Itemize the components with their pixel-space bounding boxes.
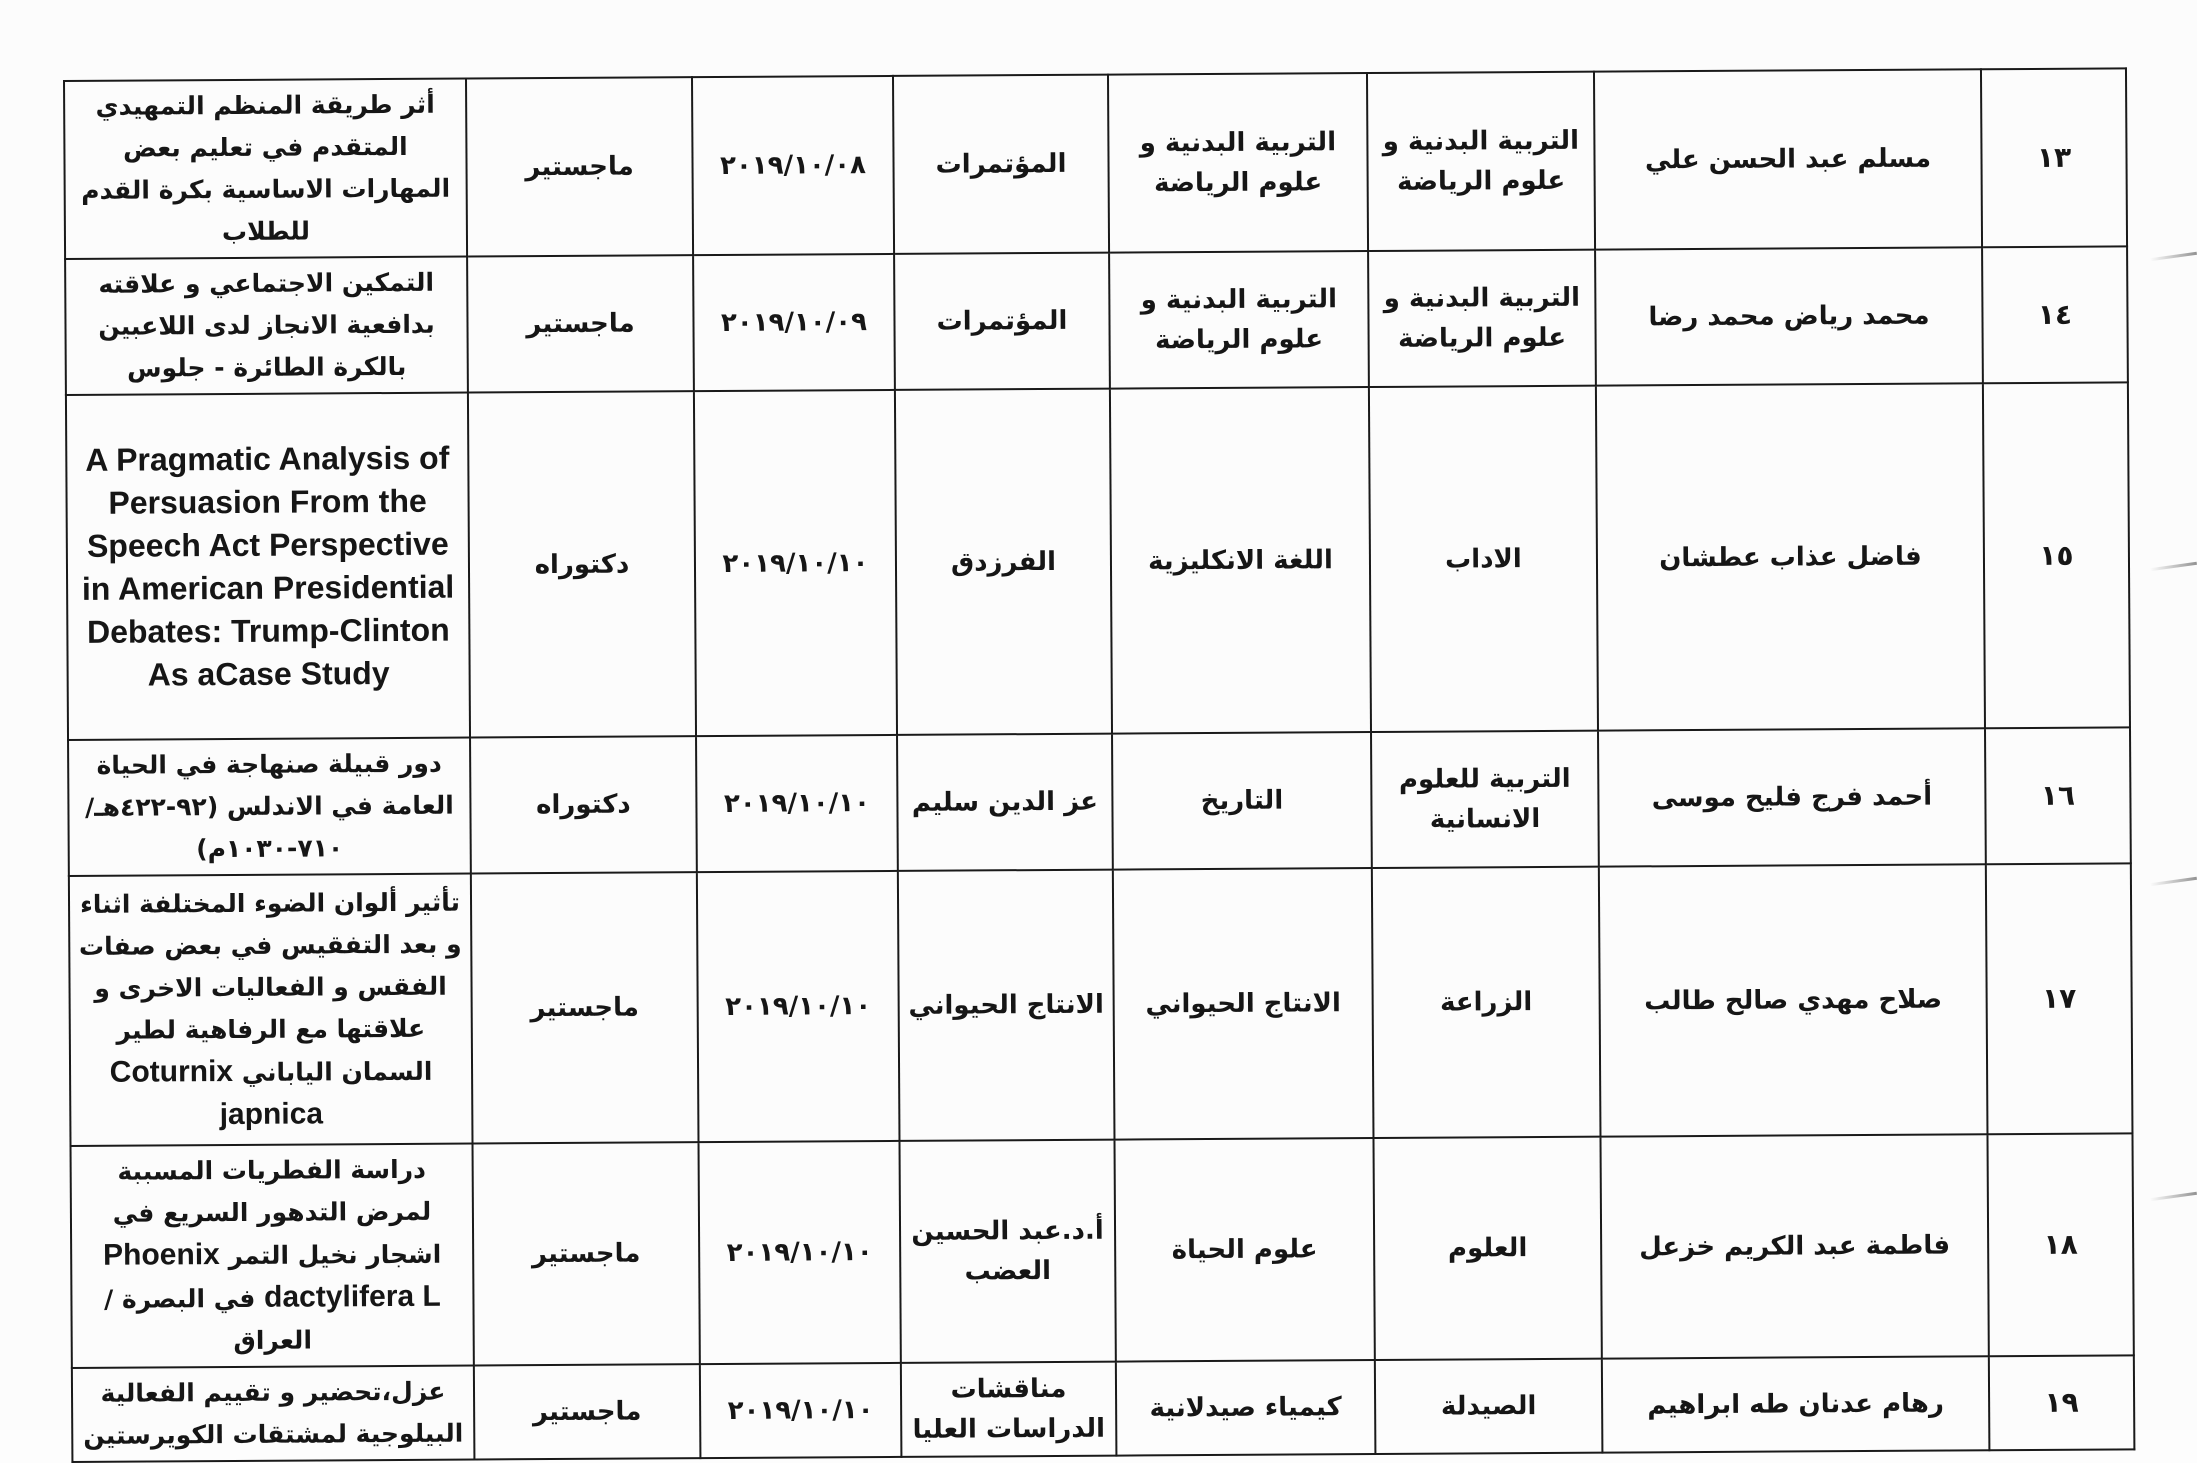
thesis-title-latin: Phoenix dactylifera L — [102, 1238, 441, 1314]
department-cell: علوم الحياة — [1114, 1138, 1374, 1362]
degree-cell: ماجستير — [474, 1364, 701, 1459]
date-cell: ٢٠١٩/١٠/١٠ — [696, 735, 898, 872]
college-cell: الاداب — [1369, 386, 1598, 732]
thesis-title-cell — [69, 874, 473, 1146]
venue-cell: المؤتمرات — [894, 253, 1110, 390]
student-name-cell: محمد رياض محمد رضا — [1595, 247, 1983, 385]
college-cell: الصيدلة — [1375, 1359, 1603, 1454]
degree-cell: دكتوراه — [468, 391, 696, 737]
thesis-title-arabic-part1: دراسة الفطريات المسببة لمرض التدهور السريع في اشجار نخيل التمر — [112, 1154, 442, 1271]
department-cell: التاريخ — [1112, 732, 1372, 870]
venue-cell: المؤتمرات — [893, 75, 1109, 254]
table-row — [66, 382, 2130, 740]
thesis-title-arabic: تأثير ألوان الضوء المختلفة اثناء و بعد التفقيس في بعض صفات الفقس و الفعاليات الاخرى و علاقتها مع الرفاهية لطير السمان الياباني — [78, 887, 462, 1087]
degree-cell: ماجستير — [471, 872, 699, 1143]
thesis-title-cell: A Pragmatic Analysis of Persuasion From the Speech Act Perspective in American Presidential Debates: Trump-Clinton As aCase Study — [66, 393, 470, 740]
venue-cell: الفرزدق — [895, 389, 1112, 735]
thesis-title-cell: أثر طريقة المنظم التمهيدي المتقدم في تعليم بعض المهارات الاساسية بكرة القدم للطلاب — [64, 79, 467, 259]
department-cell: الانتاج الحيواني — [1113, 868, 1374, 1140]
student-name-cell: فاطمة عبد الكريم خزعل — [1600, 1134, 1988, 1358]
thesis-title-cell: دور قبيلة صنهاجة في الحياة العامة في الاندلس (٩٢-٤٢٢هـ/٧١٠-١٠٣٠م) — [68, 738, 471, 876]
table-row — [72, 1355, 2135, 1462]
degree-cell: دكتوراه — [470, 736, 697, 873]
table-row — [65, 246, 2128, 395]
thesis-title-cell — [71, 1144, 474, 1368]
row-number-cell: ١٥ — [1983, 382, 2130, 728]
table-row — [64, 68, 2127, 259]
student-name-cell: أحمد فرج فليح موسى — [1598, 728, 1986, 866]
college-cell: الزراعة — [1372, 867, 1601, 1138]
venue-cell: مناقشات الدراسات العليا — [901, 1362, 1117, 1457]
row-number-cell: ١٣ — [1981, 68, 2127, 247]
table-row — [71, 1133, 2134, 1368]
scan-mark — [2150, 1192, 2197, 1202]
degree-cell: ماجستير — [467, 255, 694, 392]
date-cell: ٢٠١٩/١٠/١٠ — [694, 390, 897, 736]
date-cell: ٢٠١٩/١٠/٠٩ — [693, 254, 895, 391]
thesis-title-cell: التمكين الاجتماعي و علاقته بدافعية الانجاز لدى اللاعبين بالكرة الطائرة - جلوس — [65, 257, 468, 395]
scan-mark — [2150, 252, 2197, 262]
student-name-cell: فاضل عذاب عطشان — [1596, 383, 1985, 730]
date-cell: ٢٠١٩/١٠/١٠ — [700, 1363, 902, 1458]
date-cell: ٢٠١٩/١٠/١٠ — [699, 1141, 901, 1364]
student-name-cell: صلاح مهدي صالح طالب — [1599, 864, 1988, 1136]
student-name-cell: مسلم عبد الحسن علي — [1594, 69, 1982, 249]
scan-mark — [2150, 562, 2197, 572]
student-name-cell: رهام عدنان طه ابراهيم — [1602, 1356, 1990, 1452]
thesis-title-latin: Coturnix japnica — [109, 1054, 324, 1132]
department-cell: اللغة الانكليزية — [1110, 387, 1371, 734]
scan-mark — [2150, 877, 2197, 887]
date-cell: ٢٠١٩/١٠/٠٨ — [692, 76, 894, 255]
thesis-title-cell: عزل،تحضير و تقييم الفعالية البيلوجية لمشتقات الكويرستين — [72, 1366, 475, 1462]
table-row — [69, 863, 2133, 1146]
college-cell: التربية البدنية و علوم الرياضة — [1367, 72, 1595, 251]
row-number-cell: ١٩ — [1989, 1355, 2135, 1450]
college-cell: العلوم — [1373, 1137, 1601, 1360]
date-cell: ٢٠١٩/١٠/١٠ — [697, 871, 900, 1142]
degree-cell: ماجستير — [473, 1142, 700, 1365]
degree-cell: ماجستير — [466, 77, 693, 256]
row-number-cell: ١٦ — [1985, 727, 2131, 864]
venue-cell: أ.د.عبد الحسين العضب — [899, 1140, 1115, 1363]
department-cell: التربية البدنية و علوم الرياضة — [1108, 73, 1368, 253]
venue-cell: عز الدين سليم — [897, 734, 1113, 871]
thesis-title-arabic-part2: في البصرة / العراق — [103, 1283, 313, 1355]
department-cell: كيمياء صيدلانية — [1116, 1360, 1376, 1456]
row-number-cell: ١٤ — [1982, 246, 2128, 383]
thesis-defense-table — [63, 67, 2135, 1463]
row-number-cell: ١٧ — [1986, 863, 2133, 1134]
department-cell: التربية البدنية و علوم الرياضة — [1109, 251, 1369, 389]
row-number-cell: ١٨ — [1987, 1133, 2133, 1356]
table-row — [68, 727, 2131, 876]
venue-cell: الانتاج الحيواني — [898, 870, 1115, 1141]
college-cell: التربية للعلوم الانسانية — [1371, 731, 1599, 868]
college-cell: التربية البدنية و علوم الرياضة — [1368, 250, 1596, 387]
